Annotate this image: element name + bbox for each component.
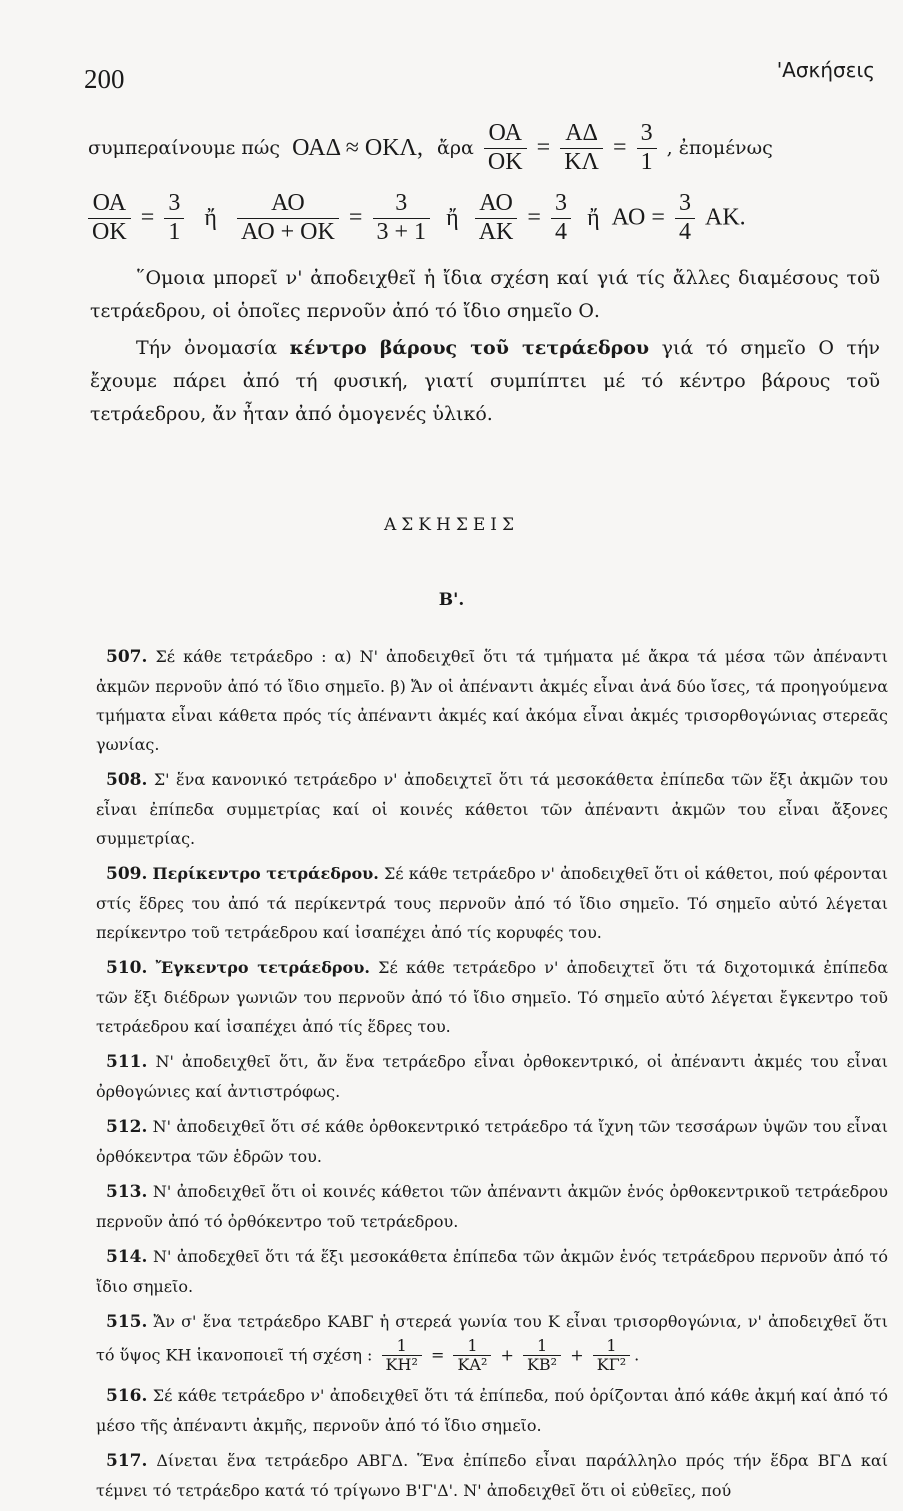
section-subheading: Β'. xyxy=(438,590,465,610)
fraction: $\frac{OA}{OK}$ xyxy=(484,120,527,176)
equals-sign: = xyxy=(140,204,155,231)
fraction: $\frac{3}{1}$ xyxy=(637,120,657,176)
page-number: 200 xyxy=(84,64,125,94)
exercise-515: 515. Ἄν σ' ἕνα τετράεδρο ΚΑΒΓ ἡ στερεά γωνία του Κ εἶναι τρισορθογώνια, ν' ἀποδειχθεῖ ὅτι τό ὕψος ΚΗ ἱκανοποιεῖ τή σχέση : $\frac{1}{\text{ΚΗ²}}$ = $\frac{1}{\text{ΚΑ²}}$ + $\frac{1}{\text{ΚΒ²}}$ + $\frac{1}{\text{ΚΓ²}}$ . xyxy=(96,1312,888,1375)
exercise-510: 510. Ἔγκεντρο τετράεδρου. Σέ κάθε τετράεδρο ν' ἀποδειχτεῖ ὅτι τά διχοτομικά ἐπίπεδα τῶν ἕξι διέδρων γωνιῶν του περνοῦν ἀπό τό ἴδιο σημεῖο. Τό σημεῖο αὐτό λέγεται ἔγκεντρο τοῦ τετράεδρου καί ἰσαπέχει ἀπό τίς ἕδρες του. xyxy=(96,958,889,1036)
fraction: $\frac{1}{\text{ΚΒ²}}$ xyxy=(523,1337,561,1375)
or-word: ἤ xyxy=(587,204,600,231)
fraction: $\frac{1}{\text{ΚΓ²}}$ xyxy=(593,1337,630,1375)
math-line-2 xyxy=(84,190,746,246)
fraction: $\frac{OA}{OK}$ xyxy=(88,190,131,246)
math-prefix: συμπεραίνουμε πώς xyxy=(88,137,281,160)
math-lhs: ΑΟ = xyxy=(611,204,665,231)
paragraph: ῞Ομοια μπορεῖ ν' ἀποδειχθεῖ ἡ ἴδια σχέση καί γιά τίς ἄλλες διαμέσους τοῦ τετράεδρου, οἱ ὁποῖες περνοῦν ἀπό τό ἴδιο σημεῖο Ο. xyxy=(90,267,880,322)
exercise-511: 511. Ν' ἀποδειχθεῖ ὅτι, ἄν ἕνα τετράεδρο εἶναι ὀρθοκεντρικό, οἱ ἀπέναντι ἀκμές του εἶναι ὀρθογώνιες καί ἀντιστρόφως. xyxy=(96,1052,888,1101)
or-word: ἤ xyxy=(446,204,459,231)
exercise-517: 517. Δίνεται ἕνα τετράεδρο ΑΒΓΔ. Ἕνα ἐπίπεδο εἶναι παράλληλο πρός τήν ἕδρα ΒΓΔ καί τέμνει τό τετράεδρο κατά τό τρίγωνο Β'Γ'Δ'. Ν' ἀποδειχθεῖ ὅτι οἱ εὐθεῖες, πού xyxy=(96,1450,889,1500)
fraction: $\frac{1}{\text{ΚΑ²}}$ xyxy=(453,1337,491,1375)
exercise-513: 513. Ν' ἀποδειχθεῖ ὅτι οἱ κοινές κάθετοι τῶν ἀπέναντι ἀκμῶν ἑνός ὀρθοκεντρικοῦ τετράεδρου περνοῦν ἀπό τό ὀρθόκεντρο τοῦ τετράεδρου. xyxy=(96,1182,889,1231)
math-rhs: ΑΚ. xyxy=(704,204,746,231)
fraction: $\frac{AO}{AK}$ xyxy=(475,190,518,246)
section-heading: ΑΣΚΗΣΕΙΣ xyxy=(384,515,519,535)
fraction: $\frac{AO}{AO + OK}$ xyxy=(237,190,339,246)
equals-sign: = xyxy=(348,204,363,231)
fraction: $\frac{3}{1}$ xyxy=(164,190,184,246)
or-word: ἤ xyxy=(204,204,217,231)
exercise-514: 514. Ν' ἀποδεχθεῖ ὅτι τά ἕξι μεσοκάθετα ἐπίπεδα τῶν ἀκμῶν ἑνός τετράεδρου περνοῦν ἀπό τό ἴδιο σημεῖο. xyxy=(96,1247,889,1296)
exercise-509: 509. Περίκεντρο τετράεδρου. Σέ κάθε τετράεδρο ν' ἀποδειχθεῖ ὅτι οἱ κάθετοι, πού φέρονται στίς ἕδρες του ἀπό τά περίκεντρά τους περνοῦν ἀπό τό ἴδιο σημεῖο. Τό σημεῖο αὐτό λέγεται περίκεντρο τοῦ τετράεδρου καί ἰσαπέχει ἀπό τίς κορυφές του. xyxy=(96,864,889,942)
fraction: $\frac{1}{\text{ΚΗ²}}$ xyxy=(382,1337,422,1375)
math-ara: ἄρα xyxy=(437,137,474,160)
equals-sign: = xyxy=(527,204,541,231)
fraction: $\frac{3}{4}$ xyxy=(551,190,571,246)
fraction: $\frac{A\Delta}{K\Lambda}$ xyxy=(560,120,603,176)
math-suffix: , ἐπομένως xyxy=(666,137,773,160)
exercise-516: 516. Σέ κάθε τετράεδρο ν' ἀποδειχθεῖ ὅτι τά ἐπίπεδα, πού ὁρίζονται ἀπό κάθε ἀκμή καί ἀπό τό μέσο τῆς ἀπέναντι ἀκμῆς, περνοῦν ἀπό τό ἴδιο σημεῖο. xyxy=(96,1385,888,1435)
exercise-512: 512. Ν' ἀποδειχθεῖ ὅτι σέ κάθε ὀρθοκεντρικό τετράεδρο τά ἴχνη τῶν τεσσάρων ὑψῶν του εἶναι ὀρθόκεντρα τῶν ἑδρῶν του. xyxy=(96,1117,888,1166)
exercise-list xyxy=(96,642,888,1511)
math-line-1 xyxy=(88,120,773,176)
equals-sign: = xyxy=(613,134,627,161)
exercise-508: 508. Σ' ἕνα κανονικό τετράεδρο ν' ἀποδειχτεῖ ὅτι τά μεσοκάθετα ἐπίπεδα τῶν ἕξι ἀκμῶν του εἶναι ἐπίπεδα συμμετρίας καί οἱ κοινές κάθετοι τῶν ἀπέναντι ἀκμῶν του εἶναι ἄξονες συμμετρίας. xyxy=(96,770,888,848)
body-text xyxy=(90,262,880,431)
running-head: 'Ασκήσεις xyxy=(776,58,875,82)
equals-sign: = xyxy=(536,134,551,161)
fraction: $\frac{3}{3 + 1}$ xyxy=(373,190,431,246)
bold-term: κέντρο βάρους τοῦ τετράεδρου xyxy=(289,337,650,359)
math-similarity: ΟΑΔ ≈ ΟΚΛ, xyxy=(292,134,423,161)
paragraph: Τήν ὀνομασία κέντρο βάρους τοῦ τετράεδρου γιά τό σημεῖο Ο τήν ἔχουμε πάρει ἀπό τή φυσική, γιατί συμπίπτει μέ τό κέντρο βάρους τοῦ τετράεδρου, ἄν ἦταν ἀπό ὁμογενές ὑλικό. xyxy=(90,337,880,425)
fraction: $\frac{3}{4}$ xyxy=(675,190,695,246)
exercise-507: 507. Σέ κάθε τετράεδρο : α) Ν' ἀποδειχθεῖ ὅτι τά τμήματα μέ ἄκρα τά μέσα τῶν ἀπέναντι ἀκμῶν περνοῦν ἀπό τό ἴδιο σημεῖο. β) Ἄν οἱ ἀπέναντι ἀκμές εἶναι ἀνά δύο ἴσες, τά προηγούμενα τμήματα εἶναι κάθετα πρός τίς ἀπέναντι ἀκμές καί ἀκόμα εἶναι ἀκμές τρισορθογώνιας στερεᾶς γωνίας. xyxy=(96,647,888,754)
